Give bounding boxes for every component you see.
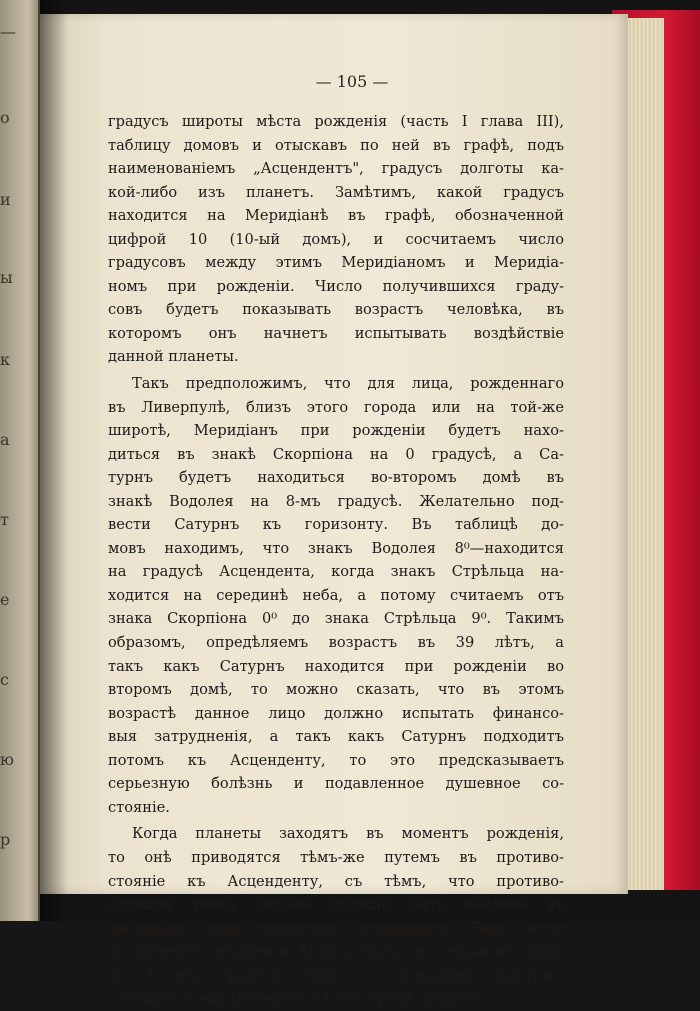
- left-page-fragment: т: [0, 510, 10, 529]
- text-line: такъ какъ Сатурнъ находится при рожденіи во: [108, 657, 564, 675]
- text-line: градусовъ между этимъ Меридіаномъ и Меридіа-: [108, 254, 564, 272]
- text-line: въ 11-омъ градусѣ Рака, то находимъ противо-: [108, 966, 564, 984]
- text-line: ходится на серединѣ неба, а потому считаемъ отъ: [108, 586, 564, 604]
- gutter-shadow: [38, 0, 68, 921]
- text-line: въ Ливерпулѣ, близъ этого города или на той-же: [108, 398, 564, 416]
- text-line: которомъ онъ начнетъ испытывать воздѣйствіе: [108, 324, 564, 342]
- text-line: диться въ знакѣ Скорпіона на 0 градусѣ, а Са-: [108, 445, 564, 463]
- text-line: потомъ къ Асценденту, то это предсказываетъ: [108, 751, 564, 769]
- left-page-fragment: ю: [0, 750, 15, 769]
- text-line: Когда планеты заходятъ въ моментъ рожденія,: [132, 825, 564, 843]
- left-page-fragment: е: [0, 590, 10, 609]
- book-page: [40, 14, 628, 1008]
- text-line: выя затрудненія, а такъ какъ Сатурнъ подходитъ: [108, 728, 564, 746]
- left-page-fragment: —: [0, 22, 17, 41]
- left-page-fragment: р: [0, 830, 11, 849]
- text-line: таблицахъ подъ градусомъ Асцендента. Такъ, если: [108, 919, 564, 937]
- text-line: въ моментъ рожденія Марсъ былъ въ седьмомъ домѣ: [108, 943, 564, 961]
- text-line: знакѣ Водолея на 8-мъ градусѣ. Желательно под-: [108, 492, 564, 510]
- page-body-text: [108, 110, 564, 1011]
- left-page-fragment: о: [0, 108, 11, 127]
- text-line: цифрой 10 (10-ый домъ), и сосчитаемъ число: [108, 230, 564, 248]
- text-line: вести Сатурнъ къ горизонту. Въ таблицѣ до-: [108, 516, 564, 534]
- text-line: широтѣ, Меридіанъ при рожденіи будетъ нахо-: [108, 422, 564, 440]
- text-line: стояніе.: [108, 798, 170, 816]
- text-line: турнъ будетъ находиться во-второмъ домѣ въ: [108, 469, 564, 487]
- left-page-fragment: а: [0, 430, 11, 449]
- text-line: стояніе къ Асценденту, съ тѣмъ, что противо-: [108, 872, 564, 890]
- left-page-fragment: ы: [0, 268, 14, 287]
- text-line: таблицу домовъ и отыскавъ по ней въ графѣ, подъ: [108, 136, 564, 154]
- left-page-fragment: к: [0, 350, 11, 369]
- text-line: данной планеты.: [108, 348, 239, 366]
- text-line: совъ будетъ показывать возрастъ человѣка, въ: [108, 301, 564, 319]
- previous-page-edge: [0, 0, 40, 921]
- page-number: — 105 —: [315, 72, 389, 91]
- text-line: стоящая точка Зодіака должна быть найдена въ: [108, 896, 564, 914]
- text-line: второмъ домѣ, то можно сказать, что въ этомъ: [108, 681, 564, 699]
- text-line: номъ при рожденіи. Число получившихся граду-: [108, 277, 564, 295]
- text-line: Такъ предположимъ, что для лица, рожденнаго: [132, 375, 564, 393]
- text-line: на градусѣ Асцендента, когда знакъ Стрѣльца на-: [108, 563, 564, 581]
- text-line: знака Скорпіона 0⁰ до знака Стрѣльца 9⁰. Такимъ: [108, 610, 564, 628]
- text-line: образомъ, опредѣляемъ возрастъ въ 39 лѣтъ, а: [108, 634, 564, 652]
- text-line: кой-либо изъ планетъ. Замѣтимъ, какой градусъ: [108, 183, 564, 201]
- text-line: градусъ широты мѣста рожденія (часть I глава III),: [108, 113, 564, 130]
- text-line: серьезную болѣзнь и подавленное душевное со-: [108, 775, 564, 793]
- text-line: мовъ находимъ, что знакъ Водолея 8⁰—находится: [108, 539, 564, 557]
- text-line: наименованіемъ „Асцендентъ", градусъ долготы ка-: [108, 160, 564, 178]
- left-page-fragment: и: [0, 190, 12, 209]
- text-line: возрастѣ данное лицо должно испытать финансо-: [108, 704, 564, 722]
- text-line: стоящую точку (Козерогъ 11⁰) въ графѣ градуса: [108, 990, 481, 1008]
- text-line: то онѣ приводятся тѣмъ-же путемъ въ противо-: [108, 848, 564, 866]
- text-line: находится на Меридіанѣ въ графѣ, обозначенной: [108, 207, 564, 225]
- left-page-fragment: с: [0, 670, 10, 689]
